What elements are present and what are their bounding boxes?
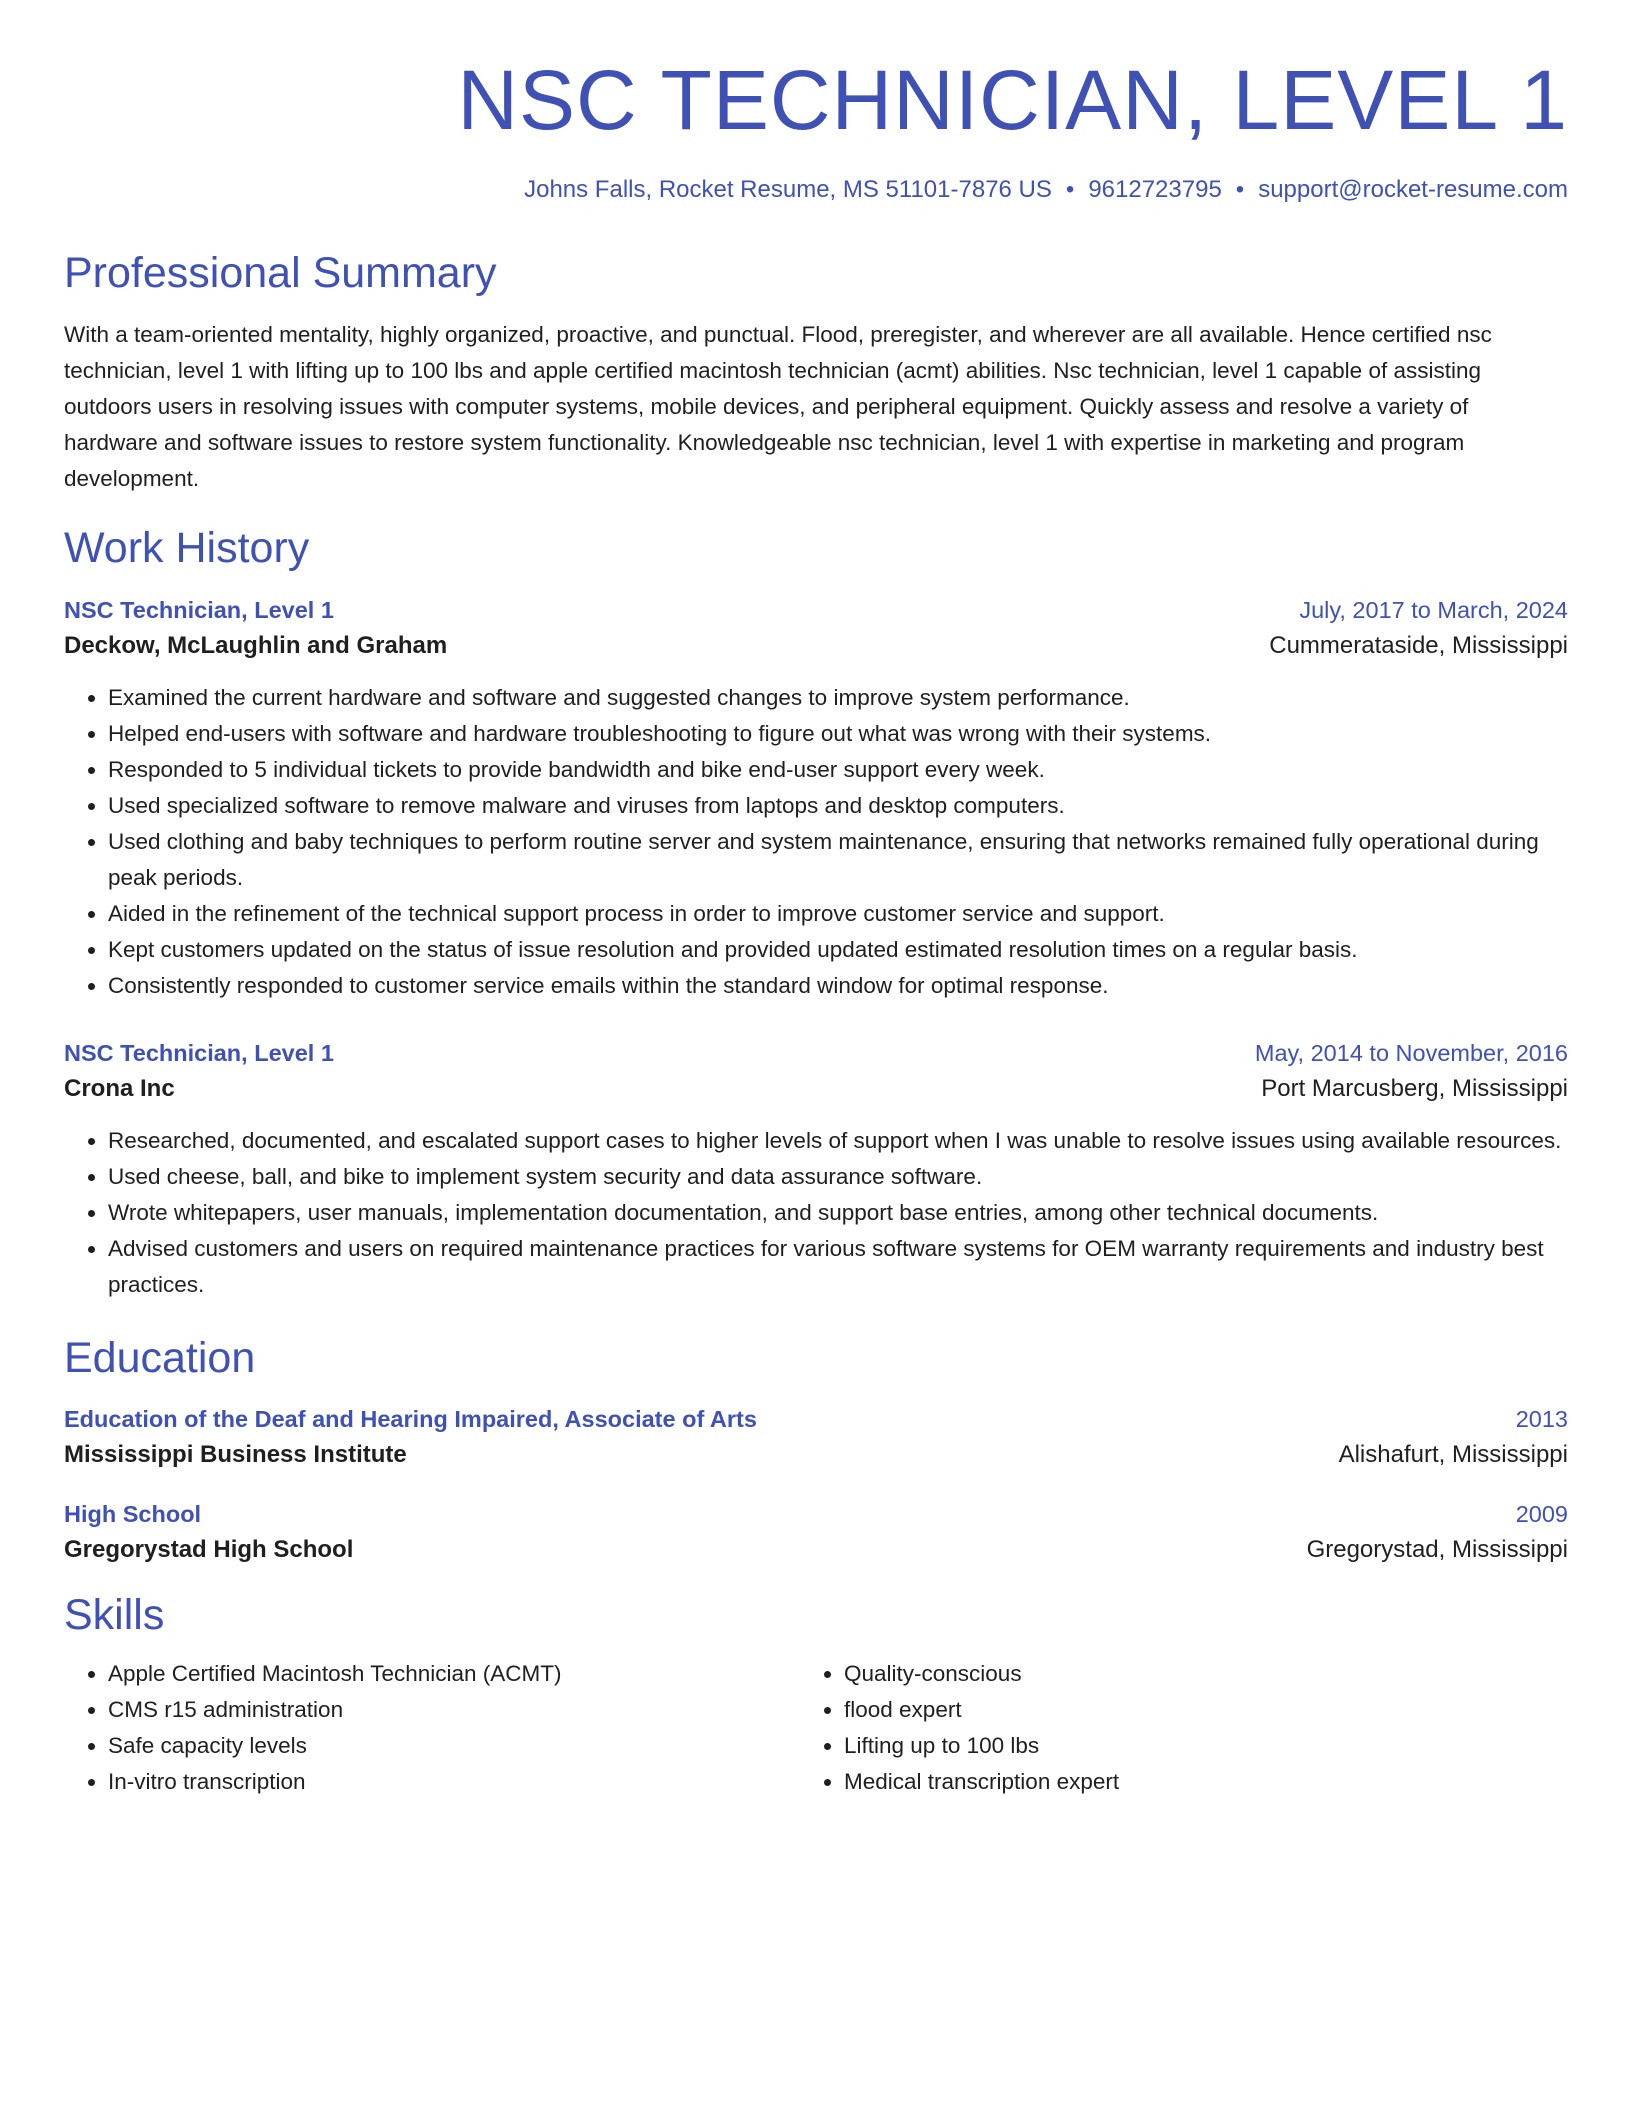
job-company-row [64, 632, 1568, 660]
professional-summary-section [64, 248, 1568, 498]
education-school-row [64, 1536, 1568, 1564]
resume-header [64, 0, 1568, 206]
list-item: • Researched, documented, and escalated support cases to higher levels of support when I was unable to resolve issues using available resources. [108, 1123, 1568, 1159]
list-item: • Kept customers updated on the status of issue resolution and provided updated estimated resolution times on a regular basis. [108, 932, 1568, 968]
skills-columns [64, 1656, 1568, 1800]
education-year: 2013 [1515, 1406, 1568, 1433]
list-item: • Wrote whitepapers, user manuals, implementation documentation, and support base entries, among other technical documents. [108, 1195, 1568, 1231]
education-entry [64, 1406, 1568, 1469]
list-item: • Used cheese, ball, and bike to implement system security and data assurance software. [108, 1159, 1568, 1195]
job-duties-list [64, 680, 1568, 1004]
list-item: • Consistently responded to customer service emails within the standard window for optimal response. [108, 968, 1568, 1004]
skill-item: • flood expert [844, 1692, 1544, 1728]
education-degree: Education of the Deaf and Hearing Impaired, Associate of Arts [64, 1406, 757, 1433]
skills-list-left [64, 1656, 798, 1800]
job-dates: July, 2017 to March, 2024 [1299, 596, 1568, 623]
section-heading-summary: Professional Summary [64, 248, 497, 297]
education-location: Alishafurt, Mississippi [1338, 1441, 1568, 1469]
contact-separator: • [1235, 176, 1245, 204]
job-company: Deckow, McLaughlin and Graham [64, 631, 448, 659]
contact-address: Johns Falls, Rocket Resume, MS 51101-7876 US [524, 176, 1052, 204]
job-header-row [64, 1040, 1568, 1067]
education-school: Gregorystad High School [64, 1536, 354, 1564]
section-heading-education: Education [64, 1333, 256, 1382]
list-item: • Advised customers and users on required maintenance practices for various software systems for OEM warranty requirements and industry best practices. [108, 1231, 1568, 1303]
list-item: • Examined the current hardware and software and suggested changes to improve system performance. [108, 680, 1568, 716]
education-entry [64, 1501, 1568, 1564]
job-title: NSC Technician, Level 1 [64, 1039, 334, 1066]
skill-item: • Quality-conscious [844, 1656, 1544, 1692]
list-item: • Responded to 5 individual tickets to provide bandwidth and bike end-user support every week. [108, 752, 1568, 788]
education-degree: High School [64, 1501, 202, 1528]
list-item: • Aided in the refinement of the technical support process in order to improve customer service and support. [108, 896, 1568, 932]
job-location: Port Marcusberg, Mississippi [1261, 1074, 1568, 1102]
education-header-row [64, 1501, 1568, 1528]
list-item: • Used specialized software to remove malware and viruses from laptops and desktop computers. [108, 788, 1568, 824]
contact-separator: • [1065, 176, 1075, 204]
section-heading-work: Work History [64, 524, 310, 573]
job-company: Crona Inc [64, 1074, 175, 1102]
education-school-row [64, 1441, 1568, 1469]
job-header-row [64, 597, 1568, 624]
job-entry [64, 597, 1568, 1004]
job-company-row [64, 1075, 1568, 1103]
skill-item: • Apple Certified Macintosh Technician (ACMT) [108, 1656, 798, 1692]
contact-phone: 9612723795 [1088, 176, 1222, 204]
job-title: NSC Technician, Level 1 [64, 596, 334, 623]
skills-list-right [798, 1656, 1544, 1800]
job-entry [64, 1040, 1568, 1303]
job-dates: May, 2014 to November, 2016 [1254, 1039, 1568, 1066]
job-location: Cummerataside, Mississippi [1269, 631, 1568, 659]
summary-paragraph: With a team-oriented mentality, highly organized, proactive, and punctual. Flood, preregister, and wherever are all available. Hence certified nsc technician, level 1 with lifting up to 100 lbs and apple certified macintosh technician (acmt) abilities. Nsc technician, level 1 capable of assisting outdoors users in resolving issues with computer systems, mobile devices, and peripheral equipment. Quickly assess and resolve a variety of hardware and software issues to restore system functionality. Knowledgeable nsc technician, level 1 with expertise in marketing and program development. [64, 322, 1492, 492]
job-duties-list [64, 1123, 1568, 1303]
contact-email: support@rocket-resume.com [1258, 176, 1568, 204]
list-item: • Helped end-users with software and hardware troubleshooting to figure out what was wrong with their systems. [108, 716, 1568, 752]
contact-line [64, 174, 1568, 205]
section-heading-skills: Skills [64, 1591, 165, 1640]
skill-item: • In-vitro transcription [108, 1764, 798, 1800]
education-year: 2009 [1515, 1501, 1568, 1528]
skill-item: • Lifting up to 100 lbs [844, 1728, 1544, 1764]
education-header-row [64, 1406, 1568, 1433]
skill-item: • Safe capacity levels [108, 1728, 798, 1764]
work-history-section [64, 523, 1568, 1303]
list-item: • Used clothing and baby techniques to perform routine server and system maintenance, ensuring that networks remained fully operational during peak periods. [108, 824, 1568, 896]
education-section [64, 1333, 1568, 1565]
education-school: Mississippi Business Institute [64, 1441, 407, 1469]
skill-item: • Medical transcription expert [844, 1764, 1544, 1800]
resume-title: NSC TECHNICIAN, LEVEL 1 [457, 53, 1568, 147]
skill-item: • CMS r15 administration [108, 1692, 798, 1728]
education-location: Gregorystad, Mississippi [1306, 1536, 1568, 1564]
skills-section [64, 1590, 1568, 1800]
